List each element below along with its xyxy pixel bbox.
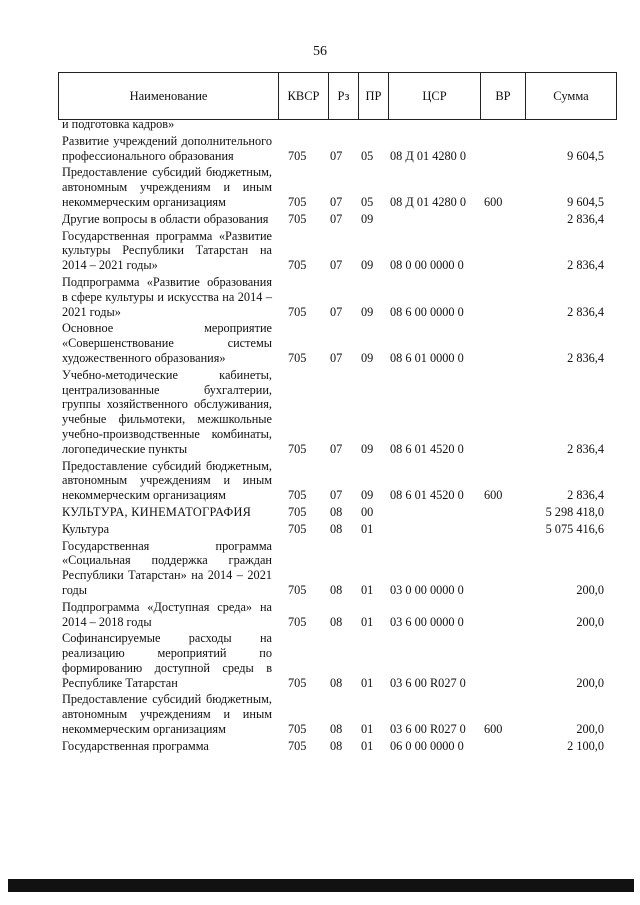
row-name: Культура xyxy=(62,521,110,536)
page-number: 56 xyxy=(313,44,327,59)
row-name: Предоставление субсидий бюджетным, автономным учреждениям и иным некоммерческим организациям xyxy=(62,458,272,503)
row-pr: 09 xyxy=(361,488,374,503)
row-name: Предоставление субсидий бюджетным, автономным учреждениям и иным некоммерческим организациям xyxy=(62,165,272,209)
row-kvsr: 705 xyxy=(288,614,307,629)
header-sum: Сумма xyxy=(553,88,589,103)
table-row xyxy=(0,275,640,319)
row-name: Подпрограмма «Развитие образования в сфере культуры и искусства на 2014 – 2021 годы» xyxy=(62,274,272,319)
row-kvsr: 705 xyxy=(288,675,307,690)
row-rz: 08 xyxy=(330,738,343,753)
header-pr: ПР xyxy=(359,73,389,119)
row-csr: 06 0 00 0000 0 xyxy=(390,738,464,753)
row-sum: 2 836,4 xyxy=(567,350,604,365)
row-rz: 07 xyxy=(330,350,343,365)
row-kvsr: 705 xyxy=(288,738,307,753)
row-sum: 5 075 416,6 xyxy=(545,521,604,536)
table-header xyxy=(58,72,617,120)
row-rz: 07 xyxy=(330,211,343,226)
row-kvsr: 705 xyxy=(288,582,307,597)
row-rz: 07 xyxy=(330,488,343,503)
row-name: Учебно-методические кабинеты, централизованные бухгалтерии, группы хозяйственного обслуживания, учебные фильмотеки, межшкольные учебно-производственные комбинаты, логопедические пункты xyxy=(62,367,272,456)
row-sum: 200,0 xyxy=(576,614,604,629)
table-row xyxy=(0,600,640,630)
row-vr: 600 xyxy=(484,722,503,737)
row-name: Государственная программа xyxy=(62,738,209,753)
row-rz: 08 xyxy=(330,504,343,519)
row-csr: 08 Д 01 4280 0 xyxy=(390,194,467,209)
row-kvsr: 705 xyxy=(288,304,307,319)
row-kvsr: 705 xyxy=(288,211,307,226)
row-csr: 08 Д 01 4280 0 xyxy=(390,148,467,163)
table-row xyxy=(0,692,640,736)
header-kvsr: КВСР xyxy=(279,73,329,119)
table-row xyxy=(0,212,640,227)
table-row xyxy=(0,229,640,273)
row-pr: 01 xyxy=(361,738,374,753)
row-pr: 01 xyxy=(361,722,374,737)
row-sum: 2 836,4 xyxy=(567,304,604,319)
row-pr: 09 xyxy=(361,350,374,365)
row-rz: 07 xyxy=(330,258,343,273)
table-row xyxy=(0,321,640,365)
row-pr: 09 xyxy=(361,441,374,456)
row-pr: 09 xyxy=(361,304,374,319)
row-kvsr: 705 xyxy=(288,441,307,456)
row-name: и подготовка кадров» xyxy=(62,117,175,131)
row-rz: 08 xyxy=(330,582,343,597)
table-row xyxy=(0,505,640,520)
row-pr: 01 xyxy=(361,675,374,690)
row-sum: 2 100,0 xyxy=(567,738,604,753)
row-rz: 08 xyxy=(330,521,343,536)
row-name: Государственная программа «Социальная поддержка граждан Республики Татарстан» на 2014 – 2021 годы xyxy=(62,538,272,597)
row-kvsr: 705 xyxy=(288,258,307,273)
row-csr: 08 6 00 0000 0 xyxy=(390,304,464,319)
header-vr: ВР xyxy=(481,73,526,119)
row-sum: 9 604,5 xyxy=(567,148,604,163)
table-row xyxy=(0,117,640,132)
row-vr: 600 xyxy=(484,194,503,209)
row-csr: 03 0 00 0000 0 xyxy=(390,582,464,597)
row-sum: 2 836,4 xyxy=(567,441,604,456)
row-pr: 05 xyxy=(361,148,374,163)
table-row xyxy=(0,539,640,598)
row-csr: 03 6 00 0000 0 xyxy=(390,614,464,629)
row-pr: 09 xyxy=(361,258,374,273)
row-rz: 07 xyxy=(330,194,343,209)
row-vr: 600 xyxy=(484,488,503,503)
header-csr: ЦСР xyxy=(389,73,481,119)
row-name: Софинансируемые расходы на реализацию мероприятий по формированию доступной среды в Республике Татарстан xyxy=(62,631,272,690)
row-sum: 5 298 418,0 xyxy=(545,504,604,519)
row-name: КУЛЬТУРА, КИНЕМАТОГРАФИЯ xyxy=(62,504,252,519)
row-rz: 08 xyxy=(330,614,343,629)
row-name: Подпрограмма «Доступная среда» на 2014 – 2018 годы xyxy=(62,599,272,629)
row-csr: 08 0 00 0000 0 xyxy=(390,258,464,273)
row-csr: 08 6 01 4520 0 xyxy=(390,441,464,456)
row-name: Развитие учреждений дополнительного профессионального образования xyxy=(62,133,272,163)
table-row xyxy=(0,165,640,209)
row-rz: 07 xyxy=(330,304,343,319)
row-kvsr: 705 xyxy=(288,194,307,209)
table-row xyxy=(0,631,640,690)
row-pr: 05 xyxy=(361,194,374,209)
row-kvsr: 705 xyxy=(288,504,307,519)
scan-edge-bar xyxy=(8,879,634,892)
header-rz: Рз xyxy=(329,73,359,119)
table-row xyxy=(0,739,640,754)
table-row xyxy=(0,134,640,164)
row-rz: 07 xyxy=(330,441,343,456)
table-row xyxy=(0,459,640,503)
row-sum: 200,0 xyxy=(576,582,604,597)
row-kvsr: 705 xyxy=(288,488,307,503)
row-sum: 2 836,4 xyxy=(567,488,604,503)
row-kvsr: 705 xyxy=(288,148,307,163)
table-row xyxy=(0,522,640,537)
header-name: Наименование xyxy=(59,73,279,119)
row-csr: 08 6 01 0000 0 xyxy=(390,350,464,365)
table-row xyxy=(0,368,640,457)
table-body xyxy=(0,117,640,754)
row-pr: 01 xyxy=(361,521,374,536)
row-kvsr: 705 xyxy=(288,521,307,536)
row-rz: 08 xyxy=(330,722,343,737)
row-sum: 2 836,4 xyxy=(567,211,604,226)
row-pr: 01 xyxy=(361,582,374,597)
row-sum: 200,0 xyxy=(576,675,604,690)
row-name: Государственная программа «Развитие культуры Республики Татарстан на 2014 – 2021 годы» xyxy=(62,228,272,273)
row-kvsr: 705 xyxy=(288,350,307,365)
row-csr: 03 6 00 R027 0 xyxy=(390,675,466,690)
row-pr: 01 xyxy=(361,614,374,629)
row-pr: 09 xyxy=(361,211,374,226)
row-sum: 200,0 xyxy=(576,722,604,737)
row-name: Предоставление субсидий бюджетным, автономным учреждениям и иным некоммерческим организациям xyxy=(62,692,272,737)
row-name: Основное мероприятие «Совершенствование системы художественного образования» xyxy=(62,321,272,365)
row-name: Другие вопросы в области образования xyxy=(62,211,269,226)
row-sum: 2 836,4 xyxy=(567,258,604,273)
row-rz: 08 xyxy=(330,675,343,690)
row-sum: 9 604,5 xyxy=(567,194,604,209)
row-pr: 00 xyxy=(361,504,374,519)
row-rz: 07 xyxy=(330,148,343,163)
row-csr: 08 6 01 4520 0 xyxy=(390,488,464,503)
row-kvsr: 705 xyxy=(288,722,307,737)
row-csr: 03 6 00 R027 0 xyxy=(390,722,466,737)
